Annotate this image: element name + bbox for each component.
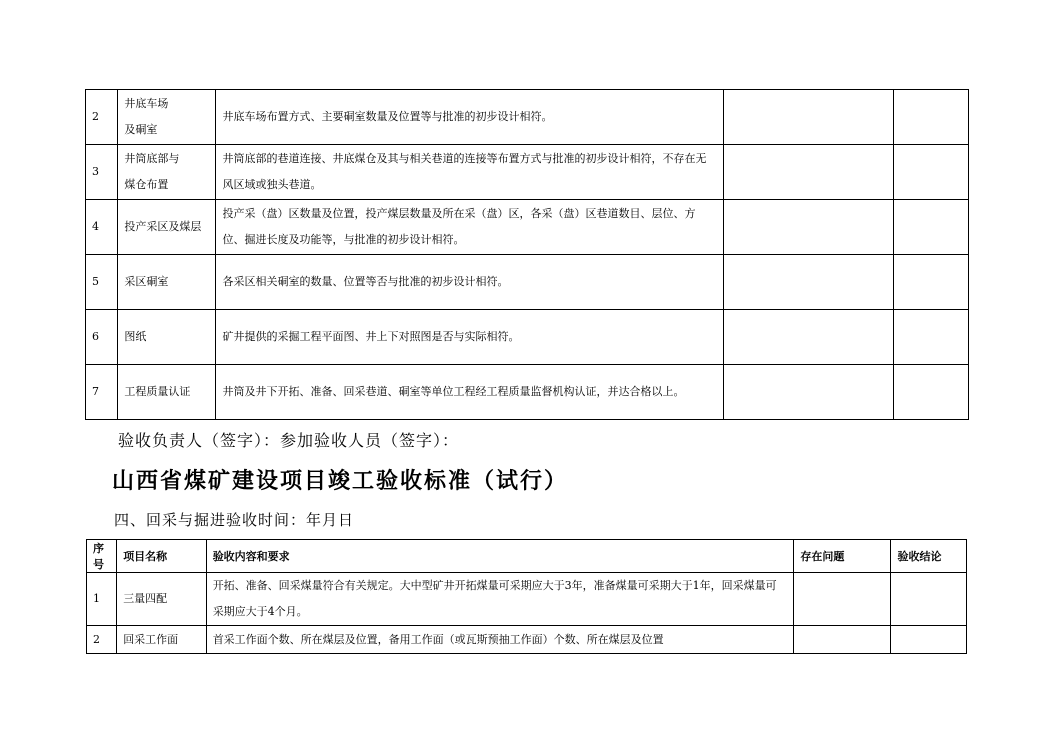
header-issue: 存在问题 xyxy=(794,540,891,573)
result-cell xyxy=(891,573,967,626)
item-requirement: 井底车场布置方式、主要硐室数量及位置等与批准的初步设计相符。 xyxy=(216,90,724,145)
row-number: 4 xyxy=(86,200,118,255)
issue-cell xyxy=(794,573,891,626)
row-number: 6 xyxy=(86,310,118,365)
item-name: 井筒底部与 煤仓布置 xyxy=(118,145,216,200)
item-requirement: 首采工作面个数、所在煤层及位置，备用工作面（或瓦斯预抽工作面）个数、所在煤层及位置 xyxy=(206,626,794,654)
result-cell xyxy=(893,255,968,310)
item-name: 采区硐室 xyxy=(118,255,216,310)
item-name: 三量四配 xyxy=(117,573,207,626)
header-result: 验收结论 xyxy=(891,540,967,573)
result-cell xyxy=(891,626,967,654)
row-number: 3 xyxy=(86,145,118,200)
row-number: 5 xyxy=(86,255,118,310)
table-row xyxy=(86,200,969,255)
issue-cell xyxy=(794,626,891,654)
issue-cell xyxy=(724,200,893,255)
table-row xyxy=(86,365,969,420)
item-requirement: 井筒底部的巷道连接、井底煤仓及其与相关巷道的连接等布置方式与批准的初步设计相符，不存在无风区域或独头巷道。 xyxy=(216,145,724,200)
result-cell xyxy=(893,310,968,365)
row-number: 2 xyxy=(86,90,118,145)
row-number: 7 xyxy=(86,365,118,420)
item-requirement: 各采区相关硐室的数量、位置等否与批准的初步设计相符。 xyxy=(216,255,724,310)
item-name: 井底车场 及硐室 xyxy=(118,90,216,145)
header-no: 序号 xyxy=(87,540,117,573)
item-requirement: 投产采（盘）区数量及位置，投产煤层数量及所在采（盘）区，各采（盘）区巷道数目、层位、方位、掘进长度及功能等，与批准的初步设计相符。 xyxy=(216,200,724,255)
table-row xyxy=(86,310,969,365)
item-requirement: 矿井提供的采掘工程平面图、井上下对照图是否与实际相符。 xyxy=(216,310,724,365)
issue-cell xyxy=(724,145,893,200)
document-title: 山西省煤矿建设项目竣工验收标准（试行） xyxy=(112,468,569,494)
acceptance-table-continued xyxy=(85,89,969,420)
result-cell xyxy=(893,200,968,255)
row-number: 1 xyxy=(87,573,117,626)
item-requirement: 开拓、准备、回采煤量符合有关规定。大中型矿井开拓煤量可采期应大于3年，准备煤量可采期大于1年，回采煤量可采期应大于4个月。 xyxy=(206,573,794,626)
row-number: 2 xyxy=(87,626,117,654)
issue-cell xyxy=(724,310,893,365)
item-name: 回采工作面 xyxy=(117,626,207,654)
section-heading: 四、回采与掘进验收时间：年月日 xyxy=(114,511,355,529)
table-row xyxy=(86,145,969,200)
table-header-row xyxy=(87,540,967,573)
item-name: 投产采区及煤层 xyxy=(118,200,216,255)
result-cell xyxy=(893,365,968,420)
item-name: 工程质量认证 xyxy=(118,365,216,420)
table-row xyxy=(86,255,969,310)
header-content: 验收内容和要求 xyxy=(206,540,794,573)
item-requirement: 井筒及井下开拓、准备、回采巷道、硐室等单位工程经工程质量监督机构认证，并达合格以上。 xyxy=(216,365,724,420)
signature-line: 验收负责人（签字）：参加验收人员（签字）： xyxy=(118,431,460,450)
table-row xyxy=(87,573,967,626)
table-row xyxy=(86,90,969,145)
issue-cell xyxy=(724,90,893,145)
table-row xyxy=(87,626,967,654)
item-name: 图纸 xyxy=(118,310,216,365)
header-name: 项目名称 xyxy=(117,540,207,573)
issue-cell xyxy=(724,255,893,310)
mining-acceptance-table xyxy=(86,539,967,654)
issue-cell xyxy=(724,365,893,420)
result-cell xyxy=(893,90,968,145)
result-cell xyxy=(893,145,968,200)
